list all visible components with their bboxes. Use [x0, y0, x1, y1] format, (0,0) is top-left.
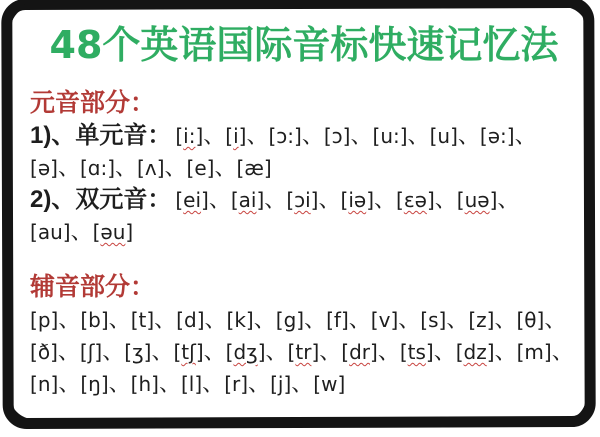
ipa-symbol: dz: [463, 340, 487, 364]
ideographic-comma: 、: [158, 371, 181, 396]
ideographic-comma: 、: [253, 307, 276, 332]
ideographic-comma: 、: [407, 123, 430, 148]
section-heading: 辅音部分：: [30, 272, 156, 301]
ipa-symbol: f: [333, 308, 341, 332]
ipa-symbol: ɔ:: [276, 124, 295, 148]
ipa-symbol: θ: [524, 308, 537, 332]
ipa-token: [ʃ]: [79, 340, 103, 364]
ipa-unit: [276, 307, 326, 332]
ideographic-comma: 、: [203, 339, 226, 364]
ideographic-comma: 、: [164, 155, 187, 180]
ipa-token: [l]: [180, 372, 203, 396]
ideographic-comma: 、: [58, 371, 81, 396]
ideographic-comma: 、: [204, 307, 227, 332]
ipa-unit: [268, 123, 323, 148]
poster-title: 48个英语国际音标快速记忆法: [49, 23, 559, 67]
ideographic-comma: 、: [544, 307, 567, 332]
poster-content: [30, 14, 578, 400]
ipa-token: [ɔi]: [286, 188, 319, 212]
ideographic-comma: 、: [202, 371, 225, 396]
ipa-unit: [30, 339, 80, 364]
ipa-symbol: e: [194, 156, 207, 180]
phonetic-group: [30, 304, 578, 400]
ideographic-comma: 、: [246, 123, 269, 148]
ipa-token: [g]: [275, 308, 305, 332]
ipa-symbol: dʒ: [233, 340, 258, 364]
ipa-symbol: ɔi: [294, 188, 311, 212]
ipa-symbol: ei: [183, 188, 202, 212]
ipa-unit: [226, 339, 288, 364]
ipa-token: [tʃ]: [173, 340, 204, 364]
ipa-unit: [80, 155, 137, 180]
ipa-token: [ɔ:]: [268, 124, 302, 148]
ideographic-comma: 、: [264, 187, 287, 212]
ipa-unit: [224, 371, 270, 396]
ipa-token: [əu]: [92, 220, 134, 244]
ipa-token: [θ]: [516, 308, 545, 332]
ideographic-comma: 、: [457, 123, 480, 148]
ideographic-comma: 、: [434, 187, 457, 212]
ipa-token: [r]: [224, 372, 249, 396]
ipa-token: [æ]: [236, 156, 272, 180]
section-heading: 元音部分：: [30, 88, 156, 117]
ideographic-comma: 、: [377, 339, 400, 364]
ideographic-comma: 、: [494, 307, 517, 332]
ipa-token: [m]: [516, 340, 552, 364]
ideographic-comma: 、: [151, 339, 174, 364]
ideographic-comma: 、: [208, 187, 231, 212]
ipa-unit: [517, 339, 574, 364]
ipa-symbol: n: [37, 372, 51, 396]
ipa-symbol: k: [234, 308, 246, 332]
ipa-unit: [231, 187, 286, 212]
ipa-symbol: i: [233, 124, 239, 148]
ideographic-comma: 、: [108, 307, 131, 332]
ipa-token: [i]: [225, 124, 247, 148]
ipa-token: [h]: [130, 372, 159, 396]
ipa-token: [b]: [80, 308, 109, 332]
ipa-unit: [456, 339, 517, 364]
ipa-token: [iə]: [340, 188, 374, 212]
ipa-symbol: t: [138, 308, 147, 332]
ideographic-comma: 、: [108, 371, 131, 396]
ipa-unit: [420, 307, 468, 332]
ipa-token: [u]: [429, 124, 458, 148]
group-label: 1)、单元音：: [30, 122, 172, 149]
ipa-symbol: b: [88, 308, 101, 332]
ipa-unit: [181, 371, 224, 396]
ipa-unit: [227, 307, 276, 332]
ipa-unit: [187, 155, 237, 180]
ideographic-comma: 、: [318, 187, 341, 212]
ideographic-comma: 、: [57, 155, 80, 180]
ideographic-comma: 、: [433, 339, 456, 364]
ipa-symbol: m: [524, 340, 544, 364]
ipa-token: [d]: [176, 308, 205, 332]
ipa-unit: [371, 307, 420, 332]
ideographic-comma: 、: [70, 219, 93, 244]
ipa-token: [au]: [30, 220, 71, 244]
ideographic-comma: 、: [514, 123, 537, 148]
ipa-symbol: ʌ: [144, 156, 157, 180]
ipa-token: [t]: [130, 308, 155, 332]
ipa-unit: [313, 371, 345, 396]
ipa-unit: [175, 187, 231, 212]
ipa-token: [ts]: [399, 340, 434, 364]
ipa-token: [ai]: [230, 188, 265, 212]
ideographic-comma: 、: [350, 123, 373, 148]
ipa-symbol: ts: [407, 340, 426, 364]
ipa-symbol: au: [37, 220, 63, 244]
ipa-unit: [326, 307, 371, 332]
ipa-unit: [131, 307, 176, 332]
ipa-token: [uə]: [456, 188, 498, 212]
ideographic-comma: 、: [291, 371, 314, 396]
ipa-token: [dr]: [341, 340, 378, 364]
ipa-symbol: u: [437, 124, 451, 148]
ipa-unit: [80, 339, 124, 364]
ipa-symbol: r: [232, 372, 241, 396]
ipa-token: [n]: [30, 372, 59, 396]
ipa-symbol: j: [277, 372, 284, 396]
ipa-unit: [124, 339, 173, 364]
ipa-token: [ŋ]: [80, 372, 109, 396]
ipa-symbol: uə: [464, 188, 490, 212]
ipa-unit: [80, 307, 130, 332]
ipa-token: [dz]: [455, 340, 495, 364]
ideographic-comma: 、: [214, 155, 237, 180]
ipa-unit: [173, 339, 225, 364]
ipa-unit: [30, 371, 80, 396]
ipa-symbol: ʒ: [132, 340, 144, 364]
ipa-unit: [480, 123, 537, 148]
ipa-token: [s]: [420, 308, 447, 332]
ipa-symbol: ɛə: [403, 188, 427, 212]
ipa-symbol: ɔ: [331, 124, 343, 148]
ideographic-comma: 、: [494, 339, 517, 364]
ideographic-comma: 、: [265, 339, 288, 364]
ipa-unit: [288, 339, 342, 364]
ipa-token: [ə]: [30, 156, 58, 180]
ipa-unit: [30, 219, 93, 244]
ipa-symbol: dr: [349, 340, 370, 364]
ipa-symbol: tr: [295, 340, 312, 364]
ipa-unit: [93, 219, 134, 244]
ideographic-comma: 、: [248, 371, 271, 396]
ipa-symbol: l: [188, 372, 195, 396]
ipa-unit: [30, 155, 80, 180]
ideographic-comma: 、: [203, 123, 226, 148]
ipa-unit: [430, 123, 480, 148]
phonetic-group: [30, 120, 578, 184]
ideographic-comma: 、: [348, 307, 371, 332]
ipa-symbol: ʃ: [87, 340, 95, 364]
ipa-token: [dʒ]: [225, 340, 266, 364]
ipa-symbol: əu: [100, 220, 126, 244]
ipa-unit: [131, 371, 181, 396]
ipa-token: [ʒ]: [124, 340, 152, 364]
ipa-symbol: æ: [244, 156, 264, 180]
ipa-unit: [468, 307, 516, 332]
ideographic-comma: 、: [398, 307, 421, 332]
ipa-unit: [400, 339, 456, 364]
ideographic-comma: 、: [154, 307, 177, 332]
ipa-symbol: ɑ:: [87, 156, 108, 180]
ipa-symbol: tʃ: [181, 340, 196, 364]
ipa-symbol: g: [283, 308, 297, 332]
ipa-unit: [457, 187, 520, 212]
ipa-symbol: v: [378, 308, 391, 332]
ipa-symbol: w: [321, 372, 338, 396]
group-label: 2)、双元音：: [30, 186, 172, 213]
ipa-symbol: h: [138, 372, 152, 396]
ipa-symbol: iə: [348, 188, 367, 212]
ideographic-comma: 、: [304, 307, 327, 332]
ideographic-comma: 、: [102, 339, 125, 364]
ipa-unit: [236, 155, 271, 180]
ipa-token: [j]: [270, 372, 292, 396]
ipa-unit: [286, 187, 340, 212]
ipa-symbol: ŋ: [88, 372, 101, 396]
ipa-token: [u:]: [372, 124, 408, 148]
ideographic-comma: 、: [551, 339, 574, 364]
ideographic-comma: 、: [497, 187, 520, 212]
ideographic-comma: 、: [115, 155, 138, 180]
ideographic-comma: 、: [374, 187, 397, 212]
ipa-token: [ə:]: [479, 124, 515, 148]
ipa-unit: [324, 123, 373, 148]
ipa-symbol: u:: [380, 124, 400, 148]
ipa-token: [ɑ:]: [79, 156, 116, 180]
ipa-token: [z]: [468, 308, 495, 332]
ipa-token: [ʌ]: [137, 156, 165, 180]
ipa-token: [tr]: [287, 340, 320, 364]
phonetic-sections: [30, 88, 578, 400]
ipa-token: [k]: [226, 308, 254, 332]
ipa-unit: [175, 123, 225, 148]
ideographic-comma: 、: [57, 339, 80, 364]
ipa-symbol: p: [37, 308, 51, 332]
ipa-unit: [225, 123, 268, 148]
ipa-unit: [516, 307, 566, 332]
ipa-unit: [341, 187, 397, 212]
ideographic-comma: 、: [319, 339, 342, 364]
ipa-unit: [30, 307, 80, 332]
ipa-symbol: i:: [183, 124, 196, 148]
ipa-unit: [80, 371, 130, 396]
ipa-symbol: ə: [37, 156, 51, 180]
ipa-symbol: s: [428, 308, 439, 332]
ipa-token: [f]: [326, 308, 349, 332]
ipa-symbol: d: [183, 308, 197, 332]
ipa-unit: [176, 307, 226, 332]
ipa-unit: [341, 339, 400, 364]
ipa-token: [p]: [30, 308, 59, 332]
ipa-symbol: z: [476, 308, 487, 332]
ipa-token: [i:]: [175, 124, 204, 148]
ipa-token: [ei]: [175, 188, 209, 212]
ideographic-comma: 、: [301, 123, 324, 148]
ipa-unit: [396, 187, 457, 212]
ideographic-comma: 、: [58, 307, 81, 332]
phonetic-group: [30, 184, 530, 248]
ipa-token: [v]: [370, 308, 399, 332]
ideographic-comma: 、: [446, 307, 469, 332]
ipa-token: [w]: [313, 372, 346, 396]
ipa-symbol: ə:: [487, 124, 507, 148]
ipa-symbol: ai: [238, 188, 257, 212]
ipa-unit: [137, 155, 186, 180]
ipa-unit: [373, 123, 430, 148]
ipa-token: [ɛə]: [396, 188, 435, 212]
ipa-token: [e]: [186, 156, 215, 180]
ipa-token: [ɔ]: [323, 124, 351, 148]
ipa-token: [ð]: [30, 340, 58, 364]
ipa-unit: [270, 371, 313, 396]
ipa-symbol: ð: [37, 340, 51, 364]
